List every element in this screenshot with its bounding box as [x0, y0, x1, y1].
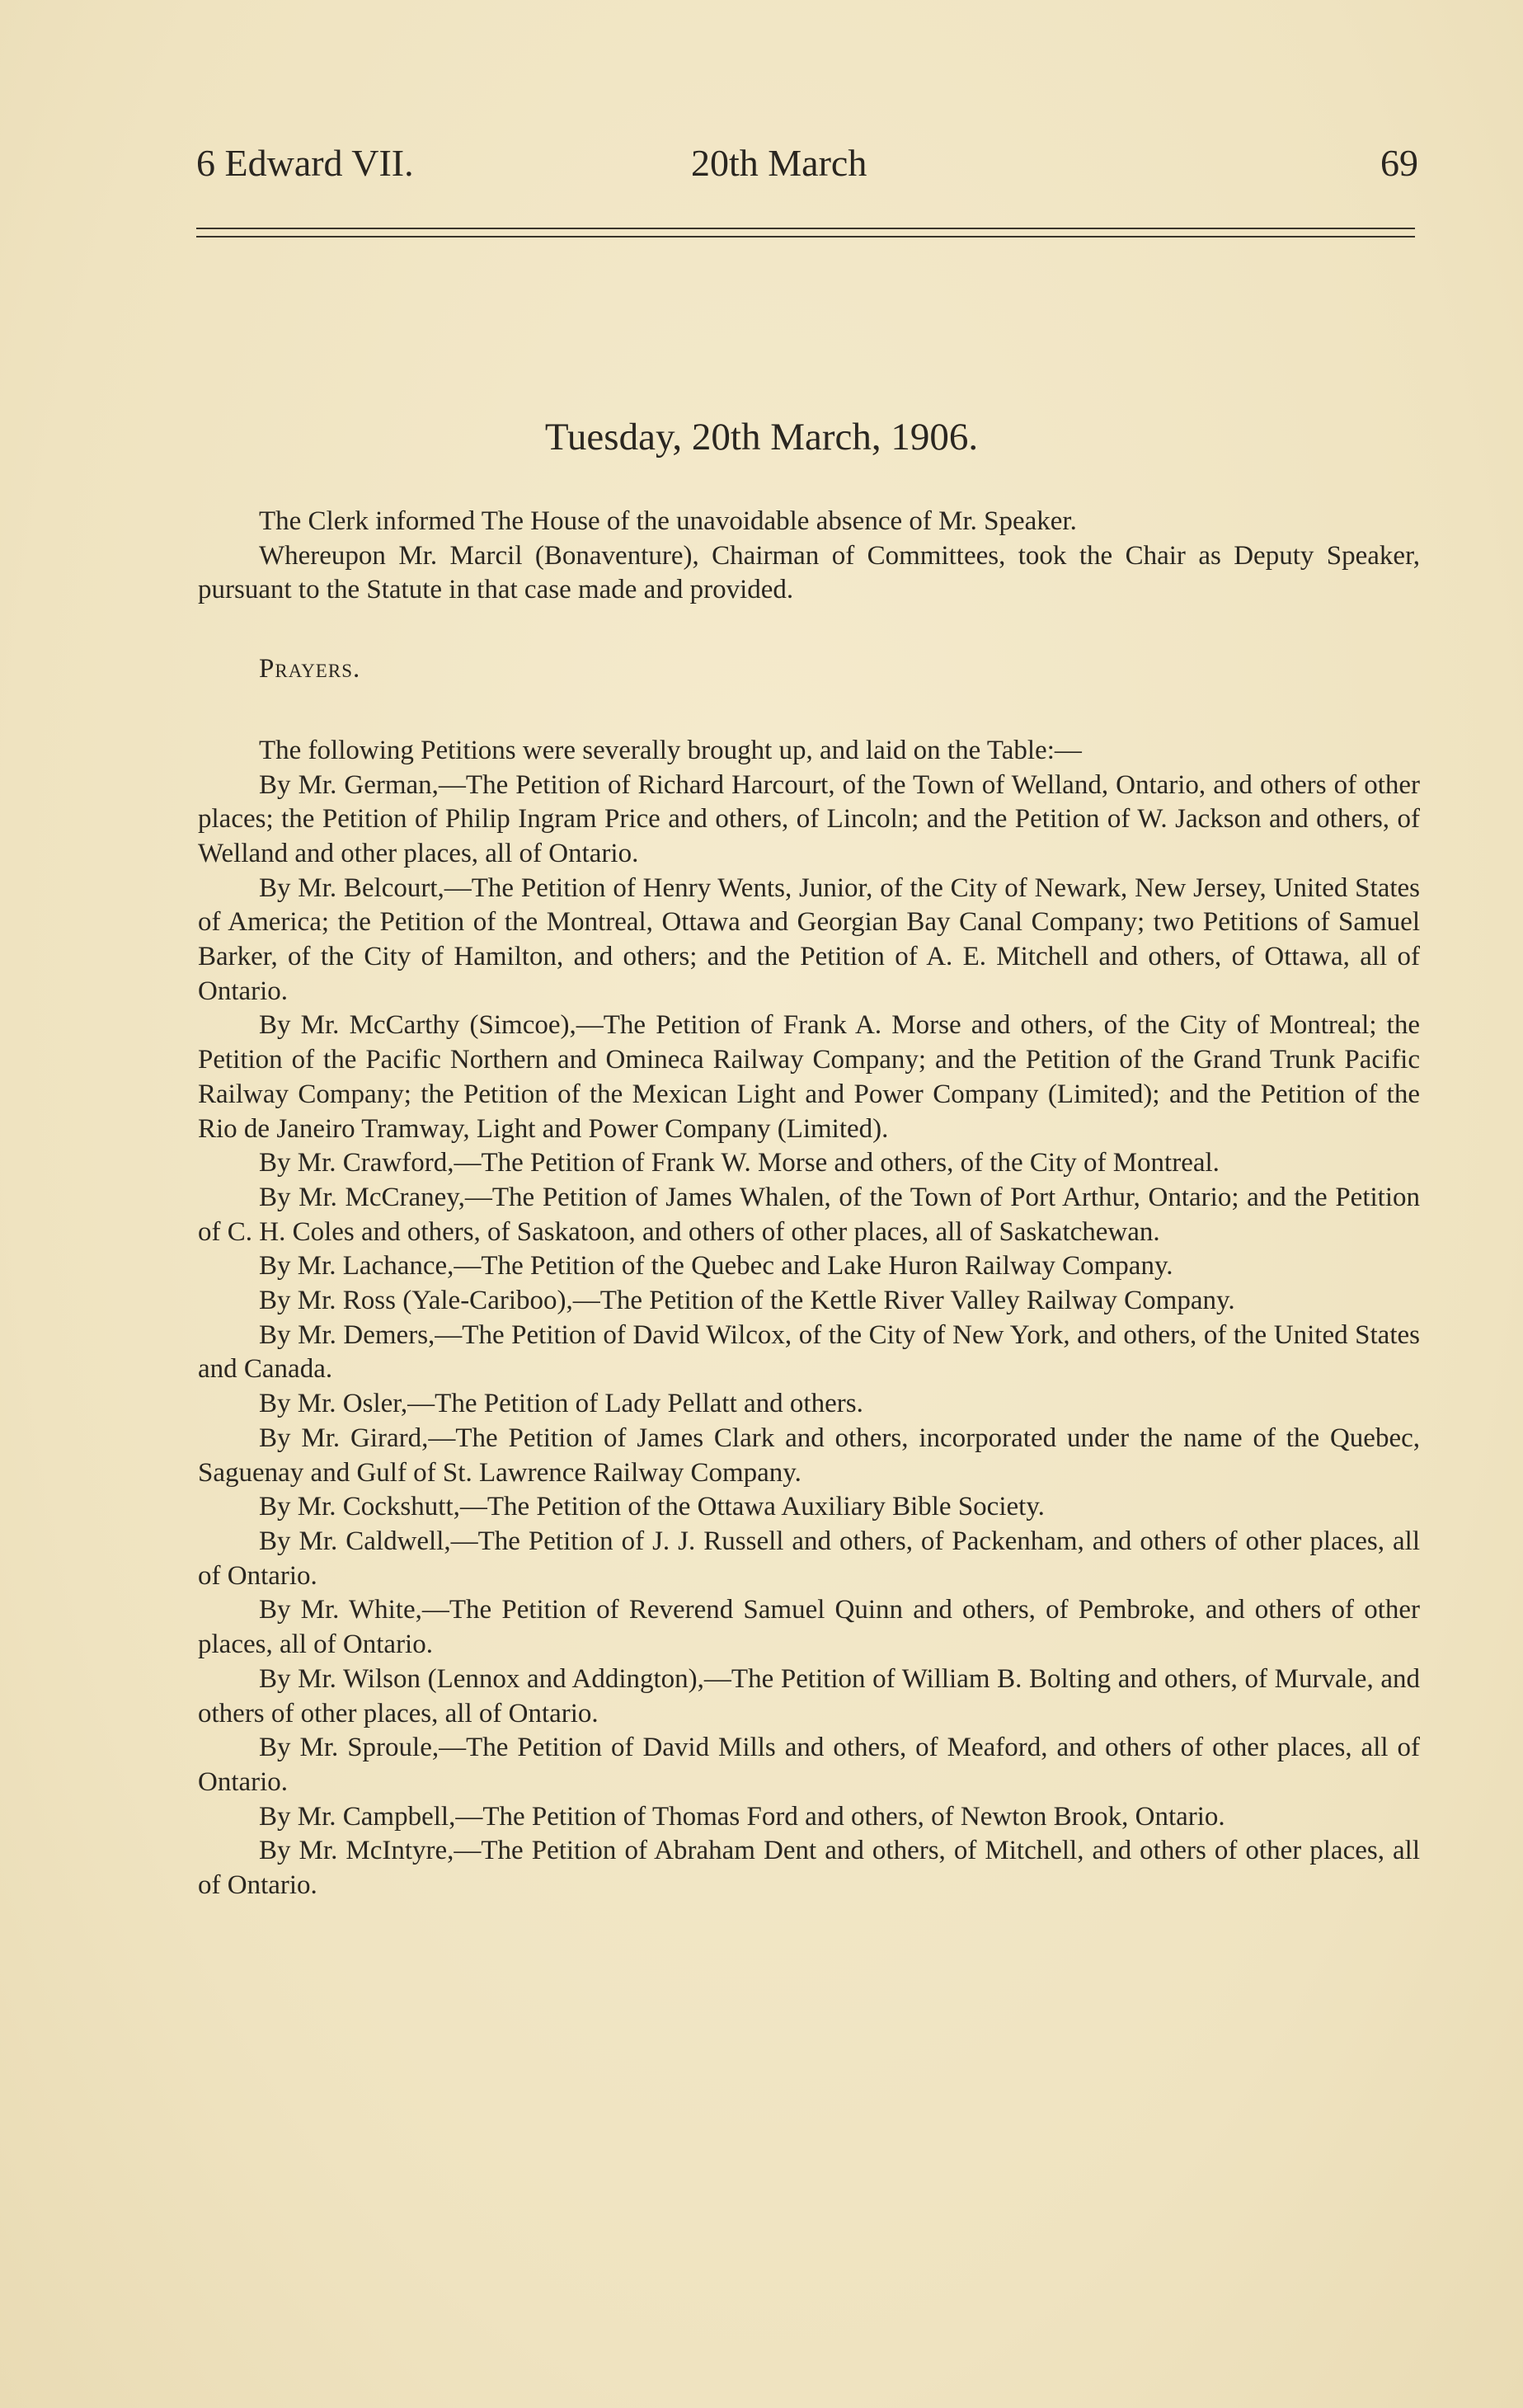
petition-ross: By Mr. Ross (Yale-Cariboo),—The Petition of the Kettle River Valley Railway Company.: [259, 1286, 1235, 1316]
petition-demers: By Mr. Demers,—The Petition of David Wilcox, of the City of New York, and others, of the United States and Canada.: [198, 1319, 1420, 1385]
sitting-title: Tuesday, 20th March, 1906.: [544, 416, 979, 459]
petition-german: By Mr. German,—The Petition of Richard Harcourt, of the Town of Welland, Ontario, and others of other places; the Petition of Philip Ingram Price and others, of Lincoln; and the Petition of W. Jackson and others, of Welland and other places, all of Ontario.: [198, 769, 1420, 868]
petition-lachance: By Mr. Lachance,—The Petition of the Quebec and Lake Huron Railway Company.: [259, 1251, 1173, 1282]
petition-belcourt: By Mr. Belcourt,—The Petition of Henry Wents, Junior, of the City of Newark, New Jersey, United States of America; the Petition of the Montreal, Ottawa and Georgian Bay Canal Company; two Petitions of Samuel Barker, of the City of Hamilton, and others; and the Petition of A. E. Mitchell and others, of Ottawa, all of Ontario.: [198, 872, 1420, 1006]
prayers-heading: Prayers.: [259, 654, 361, 684]
petition-sproule: By Mr. Sproule,—The Petition of David Mills and others, of Meaford, and others of other places, all of Ontario.: [198, 1733, 1420, 1797]
clerk-absence-paragraph: The Clerk informed The House of the unavoidable absence of Mr. Speaker.: [259, 506, 1077, 536]
petition-girard: By Mr. Girard,—The Petition of James Clark and others, incorporated under the name of the Quebec, Saguenay and Gulf of St. Lawrence Railway Company.: [198, 1423, 1420, 1488]
journal-body: [198, 505, 1420, 1903]
petition-white: By Mr. White,—The Petition of Reverend Samuel Quinn and others, of Pembroke, and others of other places, all of Ontario.: [198, 1595, 1420, 1660]
petition-wilson: By Mr. Wilson (Lennox and Addington),—The Petition of William B. Bolting and others, of Murvale, and others of other places, all of Ontario.: [198, 1663, 1420, 1728]
header-rule-top: [196, 228, 1415, 229]
petition-caldwell: By Mr. Caldwell,—The Petition of J. J. Russell and others, of Packenham, and others of other places, all of Ontario.: [198, 1526, 1420, 1591]
petitions-intro-paragraph: The following Petitions were severally brought up, and laid on the Table:—: [259, 735, 1082, 765]
running-head: [196, 139, 1418, 188]
petition-mccarthy: By Mr. McCarthy (Simcoe),—The Petition of Frank A. Morse and others, of the City of Montreal; the Petition of the Pacific Northern and Omineca Railway Company; and the Petition of the Grand Trunk Pacific Railway Company; the Petition of the Mexican Light and Power Company (Limited); and the Petition of the Rio de Janeiro Tramway, Light and Power Company (Limited).: [198, 1010, 1420, 1144]
header-rule-bottom: [196, 236, 1415, 238]
header-date: 20th March: [691, 142, 867, 184]
petition-osler: By Mr. Osler,—The Petition of Lady Pellatt and others.: [259, 1389, 863, 1419]
page-number: 69: [1380, 142, 1418, 184]
petition-crawford: By Mr. Crawford,—The Petition of Frank W. Morse and others, of the City of Montreal.: [259, 1148, 1220, 1178]
petition-campbell: By Mr. Campbell,—The Petition of Thomas Ford and others, of Newton Brook, Ontario.: [259, 1801, 1225, 1832]
petition-mcintyre: By Mr. McIntyre,—The Petition of Abraham Dent and others, of Mitchell, and others of other places, all of Ontario.: [198, 1836, 1420, 1901]
petition-cockshutt: By Mr. Cockshutt,—The Petition of the Ottawa Auxiliary Bible Society.: [259, 1492, 1045, 1522]
deputy-speaker-paragraph: Whereupon Mr. Marcil (Bonaventure), Chairman of Committees, took the Chair as Deputy Speaker, pursuant to the Statute in that case made and provided.: [198, 540, 1420, 605]
petition-mccraney: By Mr. McCraney,—The Petition of James Whalen, of the Town of Port Arthur, Ontario; and the Petition of C. H. Coles and others, of Saskatoon, and others of other places, all of Saskatchewan.: [198, 1182, 1420, 1247]
regnal-year: 6 Edward VII.: [196, 142, 414, 184]
